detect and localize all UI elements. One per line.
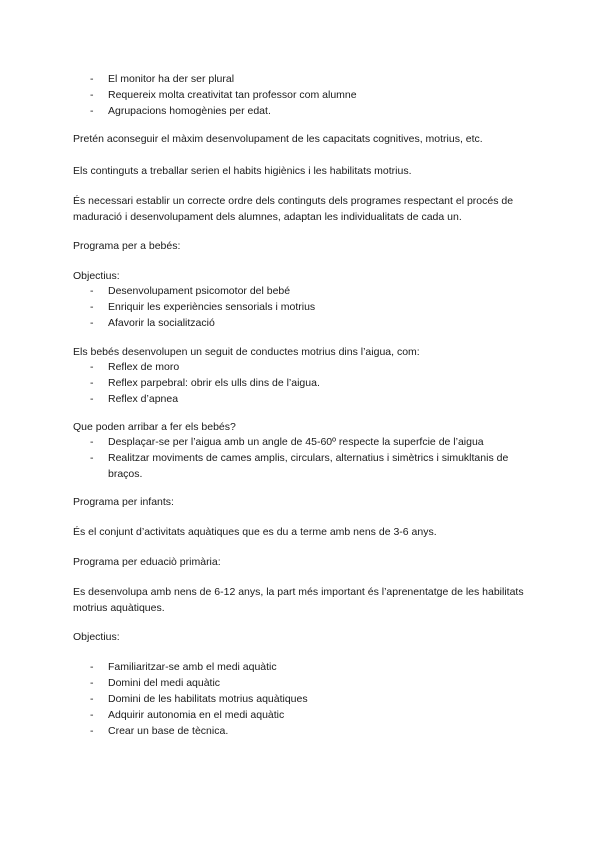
paragraph-infants: És el conjunt d’activitats aquàtiques que es du a terme amb nens de 3-6 anys. bbox=[73, 526, 437, 538]
list-item: - Domini de les habilitats motrius aquàtiques bbox=[90, 693, 308, 705]
list-item: - Adquirir autonomia en el medi aquàtic bbox=[90, 709, 285, 721]
list-item: - Reflex d’apnea bbox=[90, 393, 179, 405]
list-item: - El monitor ha der ser plural bbox=[90, 73, 235, 85]
bullet-dash: - bbox=[90, 377, 94, 389]
objectives-label: Objectius: bbox=[73, 631, 120, 643]
list-item: - Afavorir la socialització bbox=[90, 317, 215, 329]
list-item: - Desenvolupament psicomotor del bebé bbox=[90, 285, 291, 297]
list-item: - Desplaçar-se per l’aigua amb un angle de 45-60º respecte la superfcie de l’aigua bbox=[90, 436, 484, 448]
bullet-list-reflexes bbox=[73, 359, 533, 407]
heading-program-bebes: Programa per a bebés: bbox=[73, 240, 181, 252]
bullet-dash: - bbox=[90, 317, 94, 329]
bullet-dash: - bbox=[90, 693, 94, 705]
list-item: - Realitzar moviments de cames amplis, circulars, alternatius i simètrics i simukltanis de braços. bbox=[90, 452, 509, 480]
bullet-list-capabilities bbox=[73, 434, 533, 482]
list-item: - Requereix molta creativitat tan professor com alumne bbox=[90, 89, 357, 101]
paragraph-conductes: Els bebés desenvolupen un seguit de conductes motrius dins l’aigua, com: bbox=[73, 346, 420, 358]
bullet-dash: - bbox=[90, 285, 94, 297]
list-item: - Reflex parpebral: obrir els ulls dins de l’aigua. bbox=[90, 377, 320, 389]
bullet-dash: - bbox=[90, 105, 94, 117]
bullet-dash: - bbox=[90, 436, 94, 448]
paragraph-objective: Pretén aconseguir el màxim desenvolupament de les capacitats cognitives, motrius, etc. bbox=[73, 133, 483, 145]
bullet-dash: - bbox=[90, 709, 94, 721]
paragraph-contents: Els continguts a treballar serien el habits higiènics i les habilitats motrius. bbox=[73, 165, 412, 177]
bullet-dash: - bbox=[90, 725, 94, 737]
bullet-dash: - bbox=[90, 89, 94, 101]
bullet-dash: - bbox=[90, 361, 94, 373]
bullet-dash: - bbox=[90, 301, 94, 313]
bullet-dash: - bbox=[90, 452, 94, 464]
bullet-list-bebes-objectives bbox=[73, 283, 533, 331]
bullet-dash: - bbox=[90, 677, 94, 689]
bullet-dash: - bbox=[90, 661, 94, 673]
list-item: - Domini del medi aquàtic bbox=[90, 677, 221, 689]
question-bebes: Que poden arribar a fer els bebés? bbox=[73, 421, 236, 433]
objectives-label: Objectius: bbox=[73, 270, 120, 282]
heading-program-infants: Programa per infants: bbox=[73, 496, 174, 508]
list-item: - Agrupacions homogènies per edat. bbox=[90, 105, 271, 117]
list-item: - Crear un base de tècnica. bbox=[90, 725, 229, 737]
bullet-dash: - bbox=[90, 73, 94, 85]
list-item: - Familiaritzar-se amb el medi aquàtic bbox=[90, 661, 277, 673]
bullet-list-monitor bbox=[73, 71, 533, 119]
paragraph-primaria: Es desenvolupa amb nens de 6-12 anys, la part més important és l’aprenentatge de les habilitats motrius aquàtiques. bbox=[73, 586, 524, 614]
paragraph-order: És necessari establir un correcte ordre dels continguts dels programes respectant el procés de maduració i desenvolupament dels alumnes, adaptan les individualitats de cada un. bbox=[73, 195, 514, 223]
list-item: - Reflex de moro bbox=[90, 361, 180, 373]
bullet-dash: - bbox=[90, 393, 94, 405]
list-item: - Enriquir les experiències sensorials i motrius bbox=[90, 301, 316, 313]
heading-program-primaria: Programa per eduaciò primària: bbox=[73, 556, 221, 568]
bullet-list-primaria-objectives bbox=[73, 659, 533, 739]
